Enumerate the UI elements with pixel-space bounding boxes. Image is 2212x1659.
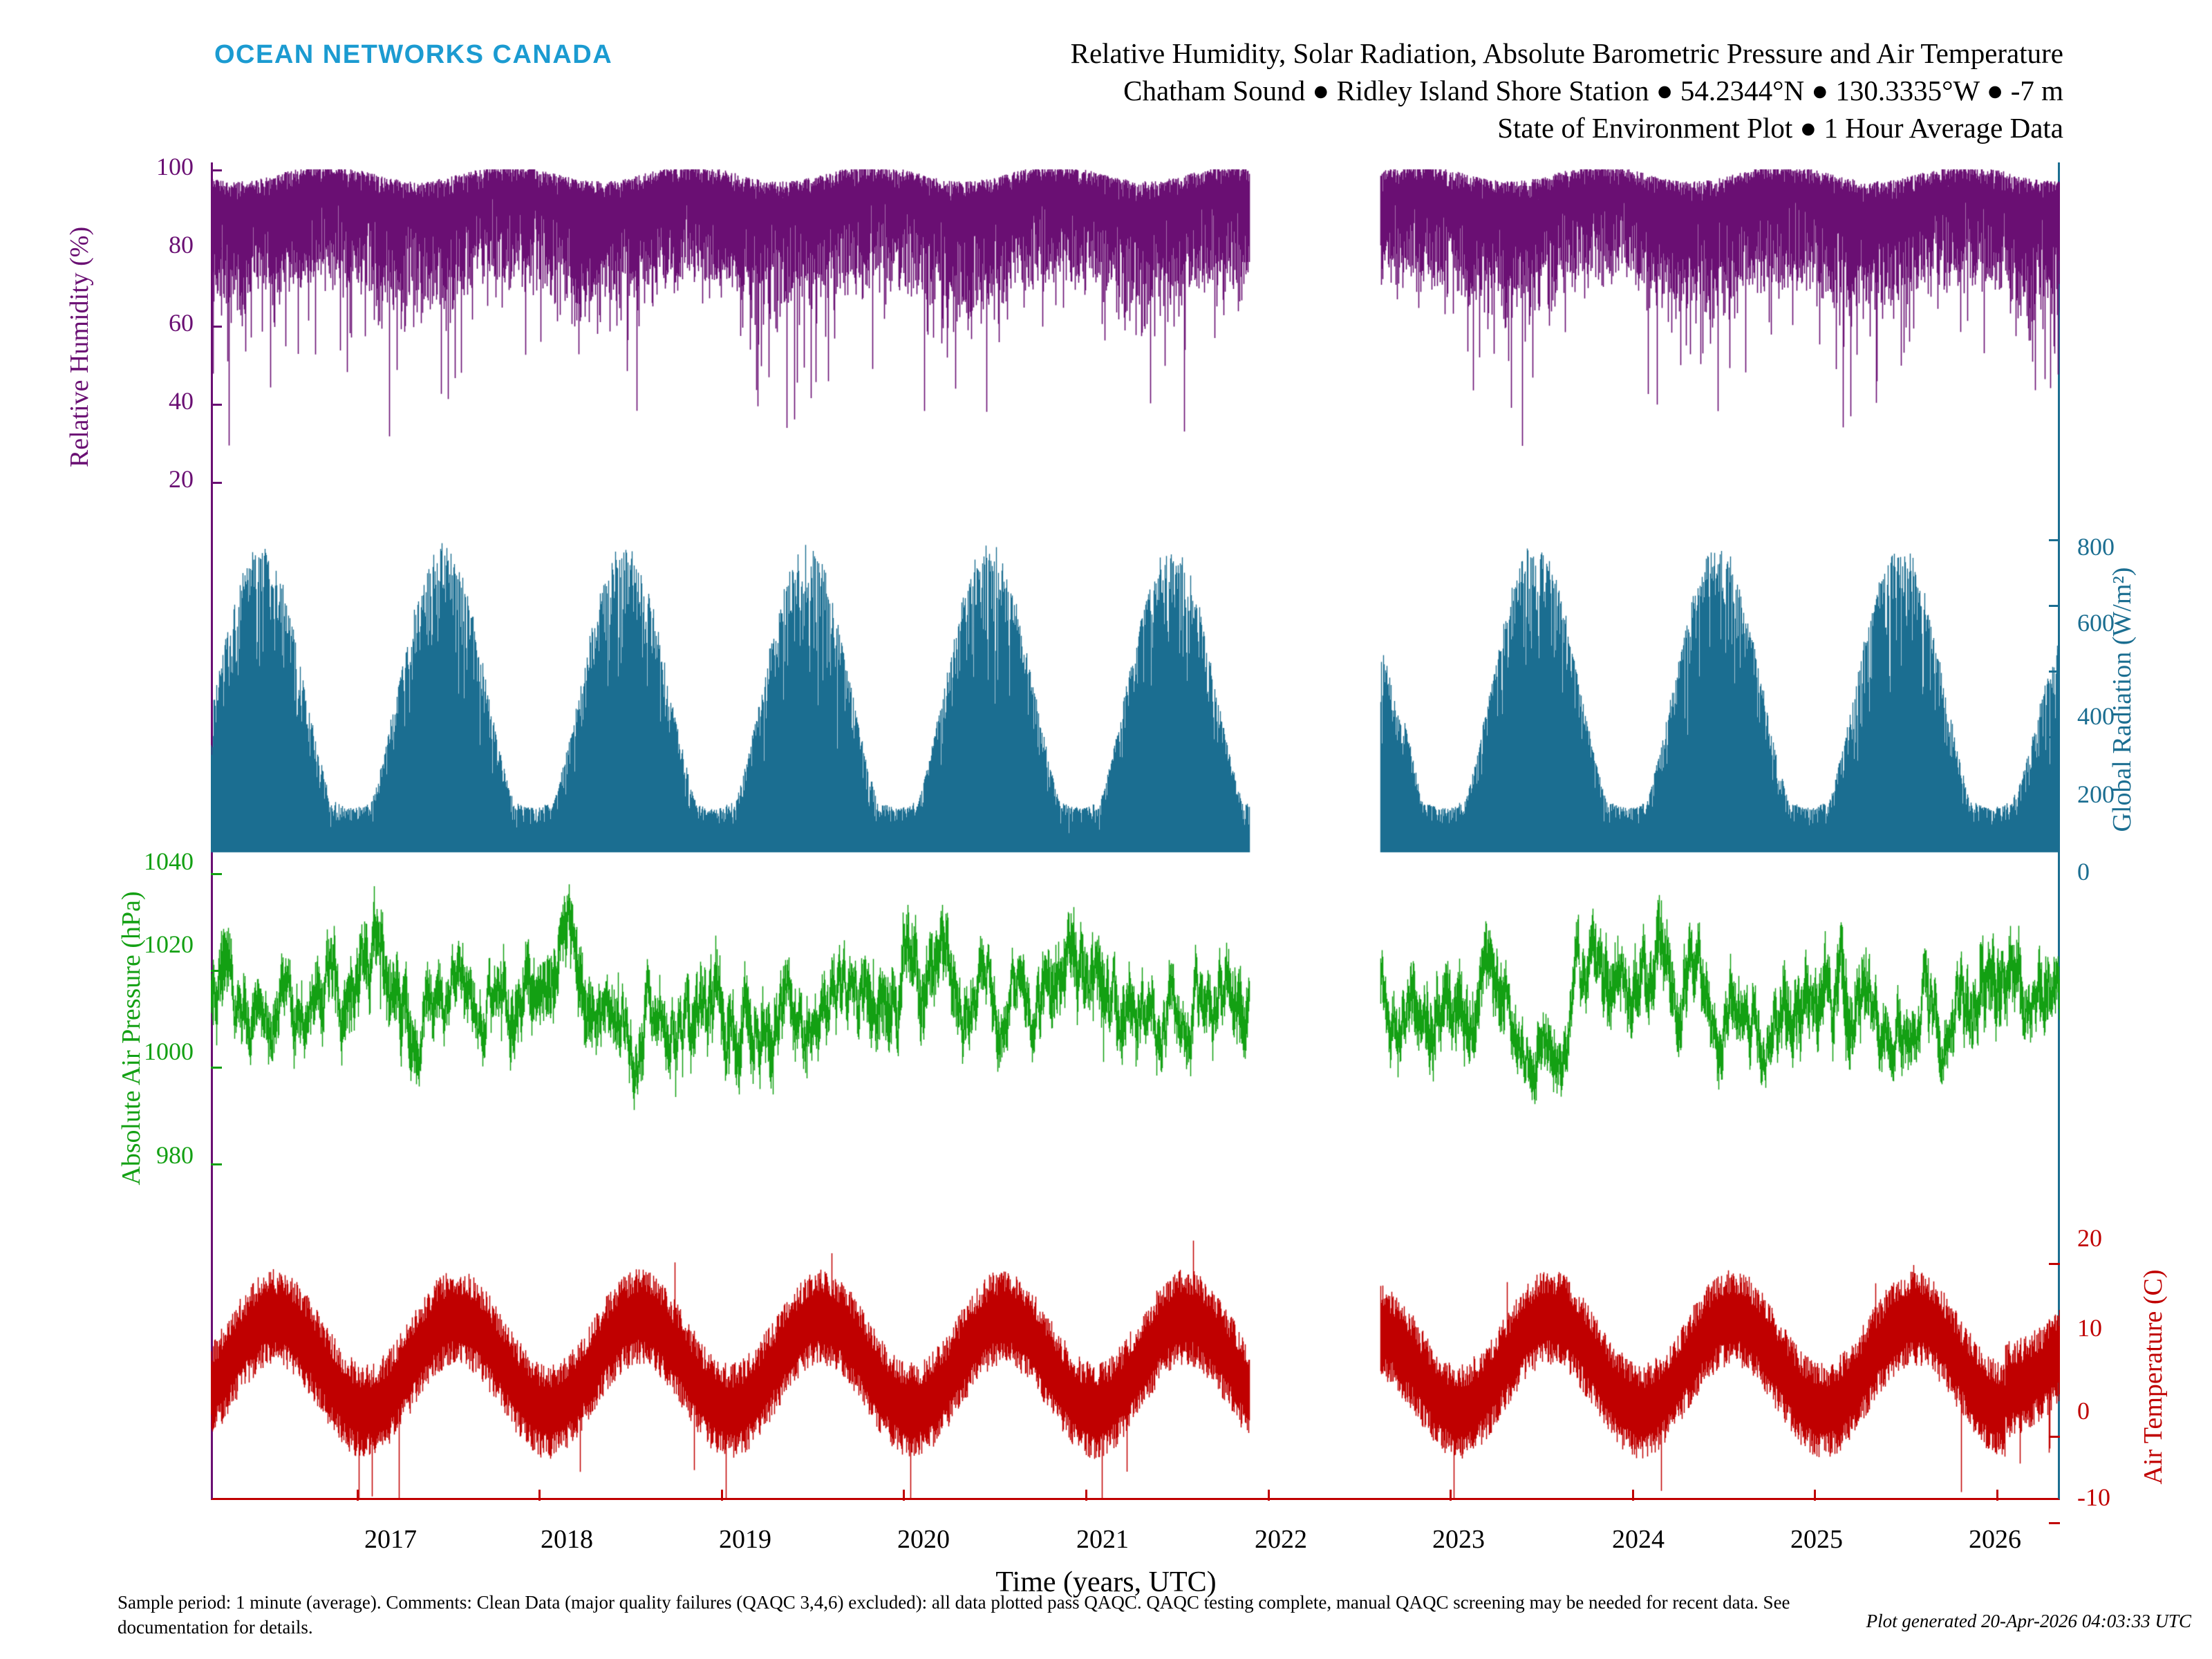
axis-tick (2049, 802, 2060, 804)
xtick-2020: 2020 (897, 1525, 950, 1554)
footer-note: Sample period: 1 minute (average). Comments: Clean Data (major quality failures (QAQC 3,4,6) excluded): all data plotted pass QAQC. QAQC testing complete, manual QAQC screening may be needed for recent data. See documentation for details. (118, 1592, 1790, 1638)
xtick-2025: 2025 (1790, 1525, 1843, 1554)
ytick-temperature-10: 10 (2077, 1314, 2102, 1342)
brand-logo: OCEAN NETWORKS CANADA (214, 40, 613, 69)
panel-absolute-air-pressure (211, 868, 2060, 1185)
panel-relative-humidity (211, 162, 2060, 522)
axis-tick (211, 247, 222, 250)
ytick-radiation-600: 600 (2077, 609, 2115, 637)
ylabel-global-radiation: Global Radiation (W/m²) (2108, 567, 2137, 832)
axis-tick (1450, 1490, 1452, 1501)
ytick-humidity-20: 20 (169, 465, 194, 493)
axis-tick (721, 1490, 723, 1501)
axis-tick (1085, 1490, 1087, 1501)
axis-tick (2049, 539, 2060, 541)
xtick-2026: 2026 (1969, 1525, 2021, 1554)
ytick-pressure-980: 980 (156, 1141, 194, 1169)
title-line-3: State of Environment Plot ● 1 Hour Average Data (1497, 112, 2063, 144)
ytick-humidity-100: 100 (156, 153, 194, 180)
xtick-2022: 2022 (1255, 1525, 1307, 1554)
axis-tick (1814, 1490, 1816, 1501)
ytick-temperature--10: -10 (2077, 1483, 2110, 1511)
ytick-humidity-60: 60 (169, 309, 194, 337)
axis-tick (357, 1490, 359, 1501)
ytick-temperature-0: 0 (2077, 1397, 2090, 1425)
ytick-humidity-80: 80 (169, 231, 194, 259)
ytick-temperature-20: 20 (2077, 1224, 2102, 1252)
ylabel-relative-humidity: Relative Humidity (%) (65, 226, 94, 468)
axis-tick (2049, 1349, 2060, 1351)
axis-tick (211, 1163, 222, 1165)
ytick-pressure-1000: 1000 (144, 1038, 194, 1065)
ytick-pressure-1020: 1020 (144, 930, 194, 958)
plot-generated-stamp: Plot generated 20-Apr-2026 04:03:33 UTC (1866, 1611, 2191, 1631)
page-title (1071, 35, 2063, 147)
ytick-radiation-200: 200 (2077, 780, 2115, 808)
title-line-1: Relative Humidity, Solar Radiation, Absolute Barometric Pressure and Air Temperature (1070, 37, 2063, 69)
axis-tick (2049, 736, 2060, 738)
axis-tick (2049, 671, 2060, 673)
xaxis-title: Time (years, UTC) (995, 1566, 1217, 1598)
ytick-radiation-800: 800 (2077, 533, 2115, 561)
xtick-2023: 2023 (1432, 1525, 1485, 1554)
ytick-radiation-0: 0 (2077, 858, 2090, 885)
title-line-2: Chatham Sound ● Ridley Island Shore Station ● 54.2344°N ● 130.3335°W ● -7 m (1123, 75, 2063, 107)
xtick-2021: 2021 (1076, 1525, 1129, 1554)
xtick-2018: 2018 (541, 1525, 593, 1554)
ytick-radiation-400: 400 (2077, 702, 2115, 730)
axis-tick (2049, 1522, 2060, 1524)
axis-tick (211, 1067, 222, 1069)
axis-tick (1996, 1490, 1998, 1501)
xtick-2019: 2019 (719, 1525, 771, 1554)
axis-tick (2049, 605, 2060, 607)
axis-tick (903, 1490, 905, 1501)
ytick-humidity-40: 40 (169, 387, 194, 415)
axis-tick (211, 404, 222, 406)
axis-tick (2049, 1436, 2060, 1438)
ylabel-air-temperature: Air Temperature (C) (2139, 1269, 2168, 1485)
xtick-2024: 2024 (1612, 1525, 1665, 1554)
axis-tick (1268, 1490, 1270, 1501)
axis-tick (1632, 1490, 1634, 1501)
ytick-pressure-1040: 1040 (144, 847, 194, 875)
axis-tick (211, 970, 222, 972)
axis-tick (211, 482, 222, 484)
axis-tick (538, 1490, 541, 1501)
xtick-2017: 2017 (364, 1525, 417, 1554)
panel-global-radiation (211, 522, 2060, 868)
axis-tick (2049, 1263, 2060, 1265)
axis-tick (211, 873, 222, 875)
axis-tick (211, 169, 222, 171)
panel-air-temperature (211, 1185, 2060, 1500)
ylabel-absolute-air-pressure: Absolute Air Pressure (hPa) (117, 891, 146, 1185)
axis-tick (211, 326, 222, 328)
chart-plot-area (211, 162, 2060, 1500)
